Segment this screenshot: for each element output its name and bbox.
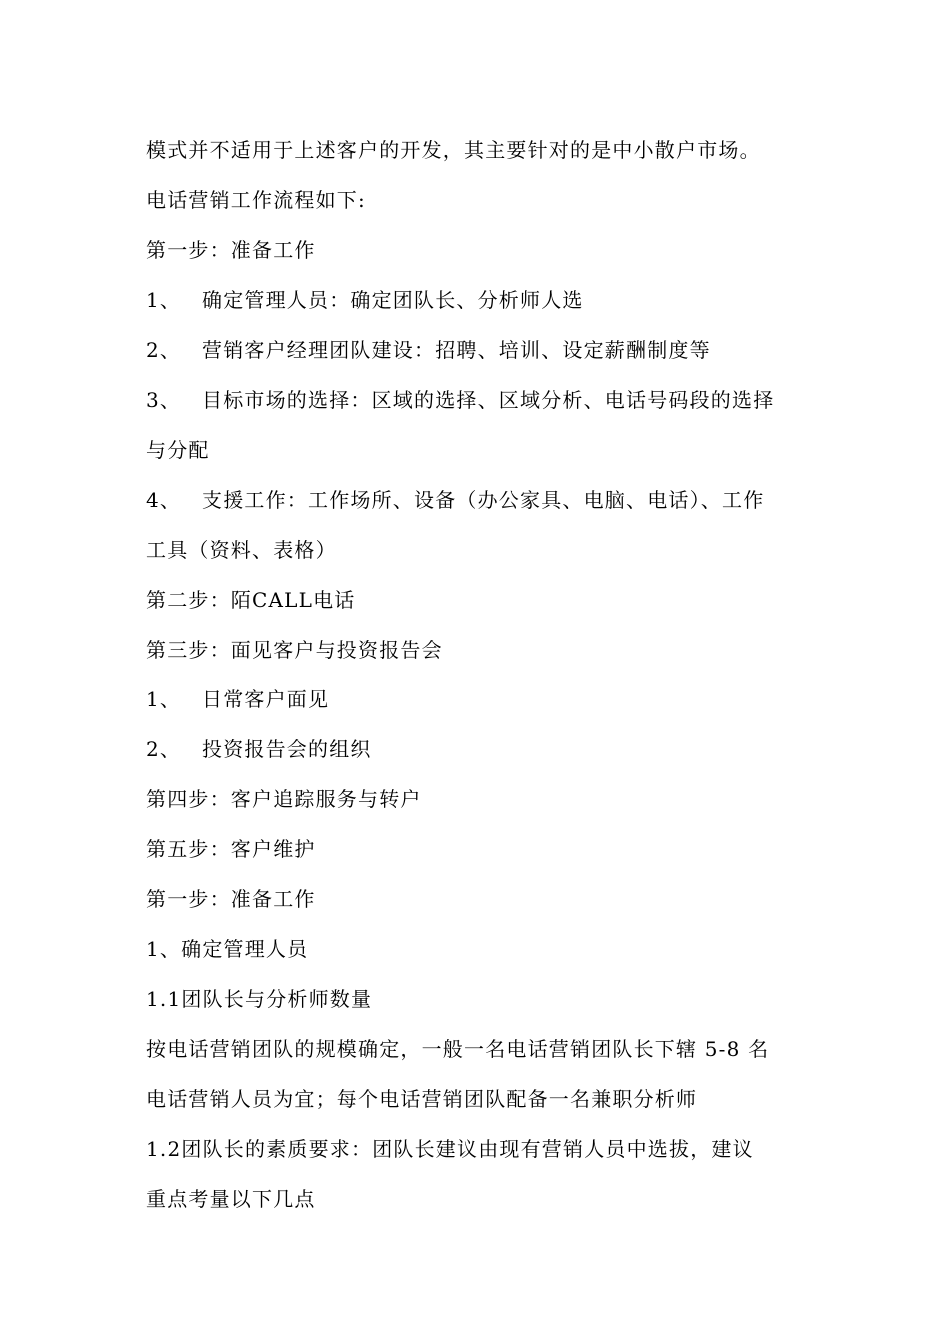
subsection-heading: [146, 986, 826, 1012]
list-text: 营销客户经理团队建设：招聘、培训、设定薪酬制度等: [202, 338, 711, 362]
list-item: [146, 736, 826, 762]
line-text: 1.2团队长的素质要求：团队长建议由现有营销人员中选拔，建议: [146, 1137, 754, 1161]
paragraph-line: [146, 1136, 826, 1162]
line-text: 第四步：客户追踪服务与转户: [146, 787, 422, 811]
line-text: 工具（资料、表格）: [146, 538, 337, 562]
line-text: 1、确定管理人员: [146, 937, 309, 961]
paragraph-line: [146, 187, 826, 213]
list-item: [146, 487, 826, 513]
paragraph-line: [146, 437, 826, 463]
list-number: 2、: [146, 338, 182, 362]
paragraph-line: [146, 1036, 826, 1062]
line-text: 第三步：面见客户与投资报告会: [146, 638, 443, 662]
line-text: 第一步：准备工作: [146, 887, 316, 911]
list-item: [146, 686, 826, 712]
list-number: 3、: [146, 388, 182, 412]
list-text: 支援工作：工作场所、设备（办公家具、电脑、电话）、工作: [202, 488, 765, 512]
list-text: 日常客户面见: [202, 687, 330, 711]
line-text: 第二步：陌CALL电话: [146, 588, 356, 612]
line-text: 电话营销工作流程如下:: [146, 188, 366, 212]
list-number: 1、: [146, 288, 182, 312]
list-number: 1、: [146, 687, 182, 711]
line-text: 第五步：客户维护: [146, 837, 316, 861]
step-heading: [146, 836, 826, 862]
list-item: [146, 387, 826, 413]
list-number: 2、: [146, 737, 182, 761]
list-number: 4、: [146, 488, 182, 512]
step-heading: [146, 237, 826, 263]
section-heading: [146, 936, 826, 962]
list-item: [146, 287, 826, 313]
list-text: 确定管理人员：确定团队长、分析师人选: [202, 288, 584, 312]
line-text: 第一步：准备工作: [146, 238, 316, 262]
line-text: 电话营销人员为宜；每个电话营销团队配备一名兼职分析师: [146, 1087, 698, 1111]
step-heading: [146, 886, 826, 912]
step-heading: [146, 637, 826, 663]
step-heading: [146, 786, 826, 812]
list-text: 投资报告会的组织: [202, 737, 372, 761]
list-text: 目标市场的选择：区域的选择、区域分析、电话号码段的选择: [202, 388, 775, 412]
line-text: 模式并不适用于上述客户的开发，其主要针对的是中小散户市场。: [146, 138, 761, 162]
list-item: [146, 337, 826, 363]
paragraph-line: [146, 1186, 826, 1212]
paragraph-line: [146, 537, 826, 563]
line-text: 与分配: [146, 438, 210, 462]
line-text: 1.1团队长与分析师数量: [146, 987, 373, 1011]
step-heading: [146, 587, 826, 613]
paragraph-line: [146, 137, 826, 163]
paragraph-line: [146, 1086, 826, 1112]
line-text: 重点考量以下几点: [146, 1187, 316, 1211]
line-text: 按电话营销团队的规模确定，一般一名电话营销团队长下辖 5-8 名: [146, 1037, 770, 1061]
